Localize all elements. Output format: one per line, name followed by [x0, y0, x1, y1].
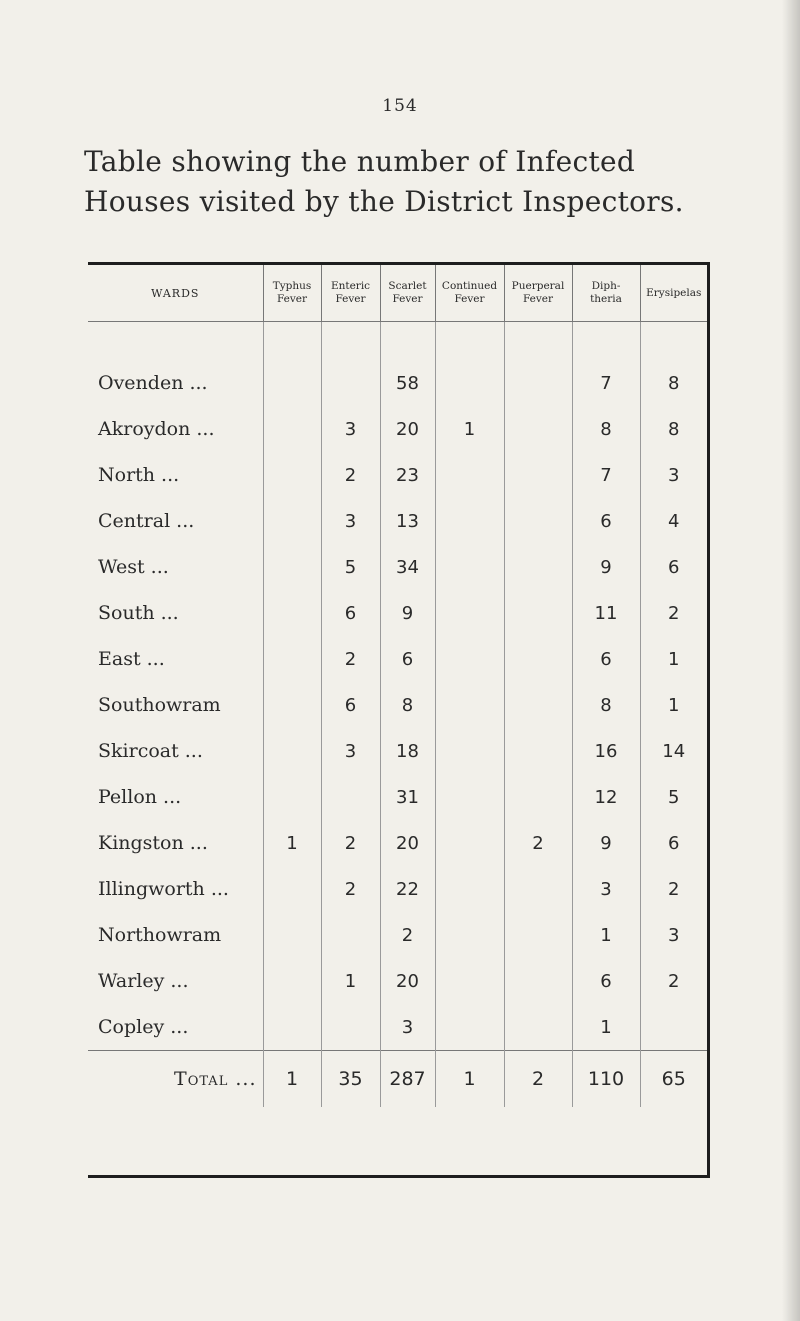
table-spacer-row	[88, 322, 707, 361]
header-wards: WARDS	[88, 265, 263, 322]
cell-puerperal-fever: 2	[504, 820, 572, 866]
ward-name-cell: Northowram	[98, 924, 222, 946]
cell-continued-fever	[435, 452, 504, 498]
ward-name-cell: Southowram	[98, 694, 221, 716]
ward-name-cell: North ...	[98, 464, 180, 486]
table-row	[88, 360, 707, 406]
cell-diphtheria: 12	[572, 774, 640, 820]
cell-typhus-fever	[263, 866, 321, 912]
cell-erysipelas: 3	[640, 912, 707, 958]
cell-scarlet-fever: 34	[380, 544, 435, 590]
cell-diphtheria: 16	[572, 728, 640, 774]
cell-enteric-fever: 3	[321, 406, 380, 452]
cell-enteric-fever: 6	[321, 682, 380, 728]
cell-enteric-fever: 3	[321, 498, 380, 544]
table-row	[88, 912, 707, 958]
cell-diphtheria: 9	[572, 544, 640, 590]
cell-typhus-fever	[263, 636, 321, 682]
page-title: Table showing the number of Infected Houses visited by the District Inspectors.	[84, 145, 684, 218]
cell-diphtheria: 1	[572, 1004, 640, 1051]
table-row	[88, 406, 707, 452]
cell-typhus-fever	[263, 360, 321, 406]
header-scarlet-fever: Scarlet Fever	[380, 265, 435, 322]
cell-enteric-fever	[321, 774, 380, 820]
cell-puerperal-fever	[504, 774, 572, 820]
cell-typhus-fever	[263, 912, 321, 958]
cell-scarlet-fever: 13	[380, 498, 435, 544]
ward-name-cell: Ovenden ...	[98, 372, 208, 394]
cell-puerperal-fever	[504, 958, 572, 1004]
cell-scarlet-fever: 23	[380, 452, 435, 498]
cell-diphtheria: 7	[572, 360, 640, 406]
infected-houses-table	[88, 265, 707, 1107]
cell-enteric-fever	[321, 360, 380, 406]
cell-enteric-fever: 2	[321, 820, 380, 866]
cell-diphtheria: 9	[572, 820, 640, 866]
cell-enteric-fever: 6	[321, 590, 380, 636]
table-row	[88, 866, 707, 912]
cell-typhus-fever	[263, 1004, 321, 1051]
cell-puerperal-fever	[504, 728, 572, 774]
cell-enteric-fever: 2	[321, 636, 380, 682]
cell-erysipelas: 3	[640, 452, 707, 498]
table-row	[88, 452, 707, 498]
table-row	[88, 590, 707, 636]
cell-scarlet-fever: 31	[380, 774, 435, 820]
cell-scarlet-fever: 8	[380, 682, 435, 728]
cell-erysipelas: 1	[640, 682, 707, 728]
table-row	[88, 636, 707, 682]
cell-diphtheria: 7	[572, 452, 640, 498]
cell-typhus-fever: 1	[263, 820, 321, 866]
infected-houses-table-frame	[88, 262, 710, 1178]
cell-continued-fever	[435, 590, 504, 636]
table-row	[88, 820, 707, 866]
cell-continued-fever	[435, 912, 504, 958]
cell-typhus-fever	[263, 498, 321, 544]
cell-scarlet-fever: 2	[380, 912, 435, 958]
cell-puerperal-fever	[504, 682, 572, 728]
cell-scarlet-fever: 22	[380, 866, 435, 912]
cell-erysipelas: 6	[640, 820, 707, 866]
cell-erysipelas: 8	[640, 406, 707, 452]
cell-typhus-fever	[263, 958, 321, 1004]
cell-typhus-fever	[263, 544, 321, 590]
cell-scarlet-fever: 20	[380, 406, 435, 452]
cell-enteric-fever: 5	[321, 544, 380, 590]
cell-continued-fever	[435, 682, 504, 728]
header-puerperal-fever: Puerperal Fever	[504, 265, 572, 322]
total-row	[88, 1051, 707, 1108]
cell-erysipelas: 4	[640, 498, 707, 544]
cell-continued-fever	[435, 1004, 504, 1051]
table-row	[88, 682, 707, 728]
cell-puerperal-fever	[504, 544, 572, 590]
cell-diphtheria: 6	[572, 636, 640, 682]
cell-typhus-fever	[263, 774, 321, 820]
cell-erysipelas: 8	[640, 360, 707, 406]
table-row	[88, 774, 707, 820]
cell-puerperal-fever	[504, 498, 572, 544]
ward-name-cell: East ...	[98, 648, 165, 670]
cell-diphtheria: 3	[572, 866, 640, 912]
total-continued-fever: 1	[435, 1051, 504, 1108]
cell-enteric-fever: 3	[321, 728, 380, 774]
cell-typhus-fever	[263, 452, 321, 498]
cell-diphtheria: 8	[572, 682, 640, 728]
cell-diphtheria: 6	[572, 958, 640, 1004]
cell-diphtheria: 6	[572, 498, 640, 544]
cell-enteric-fever: 1	[321, 958, 380, 1004]
cell-typhus-fever	[263, 728, 321, 774]
ward-name-cell: Akroydon ...	[98, 418, 215, 440]
cell-puerperal-fever	[504, 452, 572, 498]
cell-diphtheria: 11	[572, 590, 640, 636]
table-row	[88, 958, 707, 1004]
total-label: Total ...	[88, 1051, 263, 1108]
cell-erysipelas	[640, 1004, 707, 1051]
cell-erysipelas: 5	[640, 774, 707, 820]
total-typhus-fever: 1	[263, 1051, 321, 1108]
cell-continued-fever	[435, 498, 504, 544]
header-erysipelas: Erysipelas	[640, 265, 707, 322]
cell-puerperal-fever	[504, 360, 572, 406]
cell-continued-fever	[435, 866, 504, 912]
cell-enteric-fever	[321, 912, 380, 958]
cell-erysipelas: 2	[640, 958, 707, 1004]
cell-puerperal-fever	[504, 912, 572, 958]
table-row	[88, 728, 707, 774]
ward-name-cell: Skircoat ...	[98, 740, 203, 762]
cell-puerperal-fever	[504, 1004, 572, 1051]
ward-name-cell: Pellon ...	[98, 786, 182, 808]
cell-typhus-fever	[263, 682, 321, 728]
ward-name-cell: Copley ...	[98, 1016, 189, 1038]
total-diphtheria: 110	[572, 1051, 640, 1108]
cell-typhus-fever	[263, 590, 321, 636]
table-row	[88, 498, 707, 544]
total-erysipelas: 65	[640, 1051, 707, 1108]
cell-scarlet-fever: 18	[380, 728, 435, 774]
table-row	[88, 544, 707, 590]
cell-continued-fever	[435, 636, 504, 682]
ward-name-cell: Kingston ...	[98, 832, 208, 854]
cell-scarlet-fever: 58	[380, 360, 435, 406]
cell-continued-fever	[435, 774, 504, 820]
cell-typhus-fever	[263, 406, 321, 452]
cell-enteric-fever: 2	[321, 866, 380, 912]
page-edge-shadow	[782, 0, 800, 1321]
cell-erysipelas: 1	[640, 636, 707, 682]
page-number: 154	[382, 96, 418, 116]
header-diphtheria: Diph- theria	[572, 265, 640, 322]
cell-puerperal-fever	[504, 636, 572, 682]
cell-scarlet-fever: 20	[380, 958, 435, 1004]
cell-continued-fever: 1	[435, 406, 504, 452]
cell-continued-fever	[435, 820, 504, 866]
ward-name-cell: Warley ...	[98, 970, 189, 992]
header-enteric-fever: Enteric Fever	[321, 265, 380, 322]
total-enteric-fever: 35	[321, 1051, 380, 1108]
total-scarlet-fever: 287	[380, 1051, 435, 1108]
table-header-row	[88, 265, 707, 322]
total-puerperal-fever: 2	[504, 1051, 572, 1108]
table-row	[88, 1004, 707, 1051]
cell-diphtheria: 1	[572, 912, 640, 958]
cell-puerperal-fever	[504, 406, 572, 452]
cell-continued-fever	[435, 728, 504, 774]
ward-name-cell: Illingworth ...	[98, 878, 229, 900]
ward-name-cell: South ...	[98, 602, 179, 624]
cell-scarlet-fever: 6	[380, 636, 435, 682]
cell-scarlet-fever: 20	[380, 820, 435, 866]
header-typhus-fever: Typhus Fever	[263, 265, 321, 322]
cell-erysipelas: 6	[640, 544, 707, 590]
cell-continued-fever	[435, 544, 504, 590]
cell-erysipelas: 2	[640, 590, 707, 636]
ward-name-cell: Central ...	[98, 510, 195, 532]
cell-continued-fever	[435, 360, 504, 406]
cell-scarlet-fever: 9	[380, 590, 435, 636]
ward-name-cell: West ...	[98, 556, 169, 578]
cell-enteric-fever	[321, 1004, 380, 1051]
cell-puerperal-fever	[504, 866, 572, 912]
cell-erysipelas: 2	[640, 866, 707, 912]
cell-puerperal-fever	[504, 590, 572, 636]
cell-continued-fever	[435, 958, 504, 1004]
header-continued-fever: Continued Fever	[435, 265, 504, 322]
cell-scarlet-fever: 3	[380, 1004, 435, 1051]
cell-enteric-fever: 2	[321, 452, 380, 498]
cell-diphtheria: 8	[572, 406, 640, 452]
cell-erysipelas: 14	[640, 728, 707, 774]
